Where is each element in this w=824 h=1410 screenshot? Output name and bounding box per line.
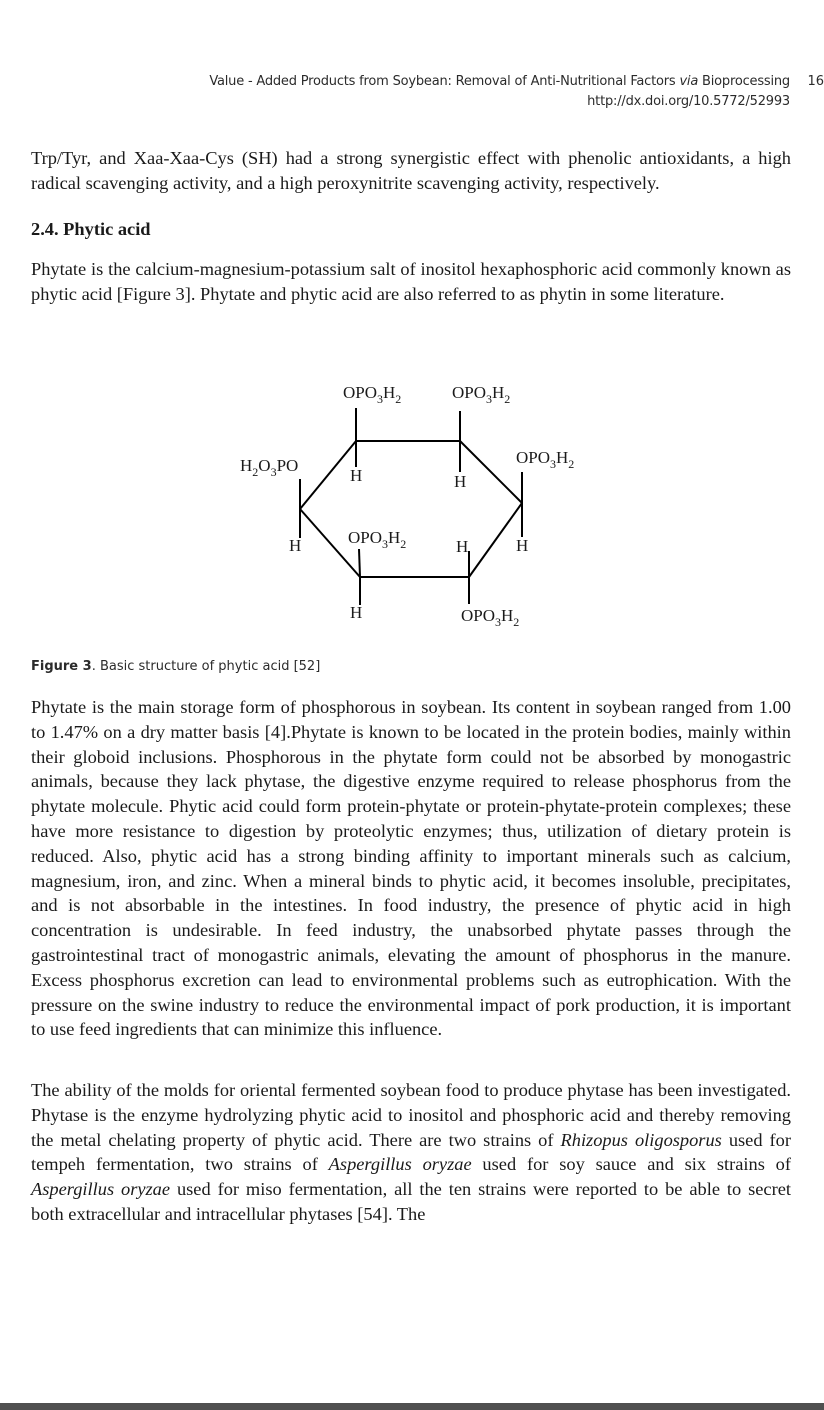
hydrogen-label: H	[516, 536, 529, 555]
species-name: Rhizopus oligosporus	[560, 1129, 722, 1150]
running-title: Value - Added Products from Soybean: Removal of Anti-Nutritional Factors via Bioprocessing	[209, 74, 790, 89]
phosphate-group-label: $OPO_3H_2$	[348, 528, 407, 551]
hydrogen-label: H	[454, 472, 467, 491]
section-heading: 2.4. Phytic acid	[31, 219, 151, 239]
paragraph-intro-phytate: Phytate is the calcium-magnesium-potassium salt of inositol hexaphosphoric acid commonly known as phytic acid [Figure 3]. Phytate and phytic acid are also referred to as phytin in some literature.	[31, 259, 791, 304]
paragraph-phytase-molds: The ability of the molds for oriental fermented soybean food to produce phytase has been investigated. Phytase is the enzyme hydrolyzing phytic acid to inositol and phosphoric acid and thereby removing the metal chelating property of phytic acid. There are two strains of Rhizopus oligosporus used for tempeh fermentation, two strains of Aspergillus oryzae used for soy sauce and six strains of Aspergillus oryzae used for miso fermentation, all the ten strains were reported to be able to secret both extracellular and intracellular phytases [54]. The	[31, 1080, 792, 1224]
hydrogen-label: H	[350, 466, 363, 485]
hydrogen-label: H	[456, 537, 469, 556]
phosphate-group-label: $OPO_3H_2$	[343, 383, 402, 406]
page-number: 16	[807, 74, 824, 89]
paragraph-continuation: Trp/Tyr, and Xaa-Xaa-Cys (SH) had a strong synergistic effect with phenolic antioxidants, a high radical scavenging activity, and a high peroxynitrite scavenging activity, respectively.	[31, 148, 791, 193]
phosphate-group-label: $OPO_3H_2$	[516, 448, 575, 471]
cyclohexane-ring	[300, 408, 522, 605]
hydrogen-label: H	[350, 603, 363, 622]
hydrogen-label: H	[289, 536, 302, 555]
phosphate-group-label: $OPO_3H_2$	[452, 383, 511, 406]
running-header	[209, 72, 790, 112]
species-name: Aspergillus oryzae	[31, 1179, 171, 1200]
phosphate-group-label-left: $H_2O_3PO$	[240, 456, 299, 479]
doi-link[interactable]: http://dx.doi.org/10.5772/52993	[587, 94, 790, 109]
phosphate-group-label: $OPO_3H_2$	[461, 606, 520, 629]
paragraph-phytate-storage: Phytate is the main storage form of phosphorous in soybean. Its content in soybean ranged from 1.00 to 1.47% on a dry matter basis [4].Phytate is known to be located in the protein bodies, mainly within their globoid inclusions. Phosphorous in the phytate form could not be absorbed by monogastric animals, because they lack phytase, the digestive enzyme required to release phosphorus from the phytate molecule. Phytic acid could form protein-phytate or protein-phytate-protein complexes; these have more resistance to digestion by proteolytic enzymes; thus, utilization of dietary protein is reduced. Also, phytic acid has a strong binding affinity to important minerals such as calcium, magnesium, iron, and zinc. When a mineral binds to phytic acid, it becomes insoluble, precipitates, and is not absorbable in the intestines. In food industry, the presence of phytic acid in high concentration is undesirable. In feed industry, the unabsorbed phytate passes through the gastrointestinal tract of monogastric animals, elevating the amount of phosphorus in the manure. Excess phosphorus excretion can lead to environmental problems such as eutrophication. With the pressure on the swine industry to reduce the environmental impact of pork production, it is important to use feed ingredients that can minimize this influence.	[31, 697, 791, 1040]
species-name: Aspergillus oryzae	[328, 1154, 472, 1175]
figure-caption: Figure 3. Basic structure of phytic acid [52]	[31, 659, 321, 674]
bottom-scroll-bar[interactable]	[0, 1403, 824, 1410]
